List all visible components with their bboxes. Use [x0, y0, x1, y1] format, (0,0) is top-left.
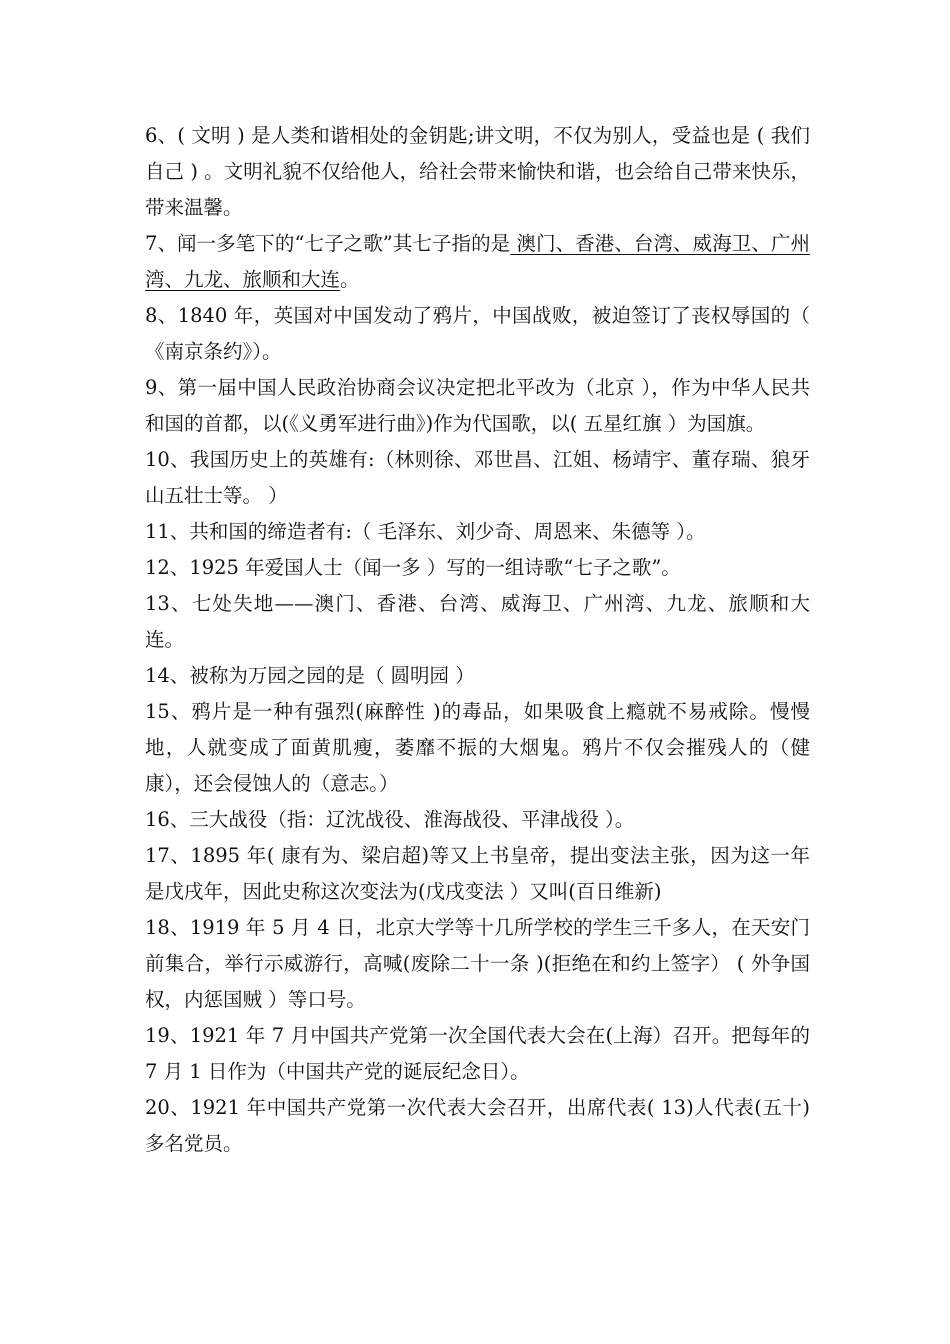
question-number: 19、 — [145, 1024, 190, 1047]
document-page — [145, 118, 810, 1162]
question-13 — [145, 586, 810, 658]
question-number: 20、 — [145, 1096, 191, 1119]
question-number: 16、 — [145, 808, 190, 831]
question-number: 17、 — [145, 844, 191, 867]
question-number: 13、 — [145, 592, 192, 615]
question-number: 9、 — [145, 376, 178, 399]
question-20 — [145, 1090, 810, 1162]
question-text: 鸦片是一种有强烈(麻醉性 )的毒品，如果吸食上瘾就不易戒除。慢慢地，人就变成了面黄肌瘦，萎靡不振的大烟鬼。鸦片不仅会摧残人的（健康），还会侵蚀人的（意志。） — [145, 700, 810, 795]
question-text: 1921 年中国共产党第一次代表大会召开，出席代表( 13)人代表(五十) 多名党员。 — [145, 1096, 810, 1155]
question-number: 12、 — [145, 556, 190, 579]
question-text: 七处失地——澳门、香港、台湾、威海卫、广州湾、九龙、旅顺和大连。 — [145, 592, 810, 651]
question-text: 1925 年爱国人士（闻一多 ）写的一组诗歌“七子之歌”。 — [189, 556, 681, 579]
question-8 — [145, 298, 810, 370]
question-number: 11、 — [145, 520, 190, 543]
question-text: 1919 年 5 月 4 日，北京大学等十几所学校的学生三千多人，在天安门前集合，举行示威游行，高喊(废除二十一条 )(拒绝在和约上签字） ( 外争国权，内惩国贼 ）等口号。 — [145, 916, 810, 1011]
question-number: 18、 — [145, 916, 190, 939]
question-6 — [145, 118, 810, 226]
question-number: 10、 — [145, 448, 190, 471]
question-11 — [145, 514, 810, 550]
question-text: 1921 年 7 月中国共产党第一次全国代表大会在(上海）召开。把每年的 7 月 1 日作为（中国共产党的诞辰纪念日）。 — [145, 1024, 810, 1083]
question-number: 15、 — [145, 700, 192, 723]
question-text: 1840 年，英国对中国发动了鸦片，中国战败，被迫签订了丧权辱国的（ 《南京条约》）。 — [145, 304, 810, 363]
underlined-answer: 澳门、香港、台湾、威海卫、广州湾、九龙、旅顺和大连 — [145, 232, 810, 291]
question-14 — [145, 658, 810, 694]
question-number: 6、 — [145, 124, 178, 147]
question-9 — [145, 370, 810, 442]
question-text: 共和国的缔造者有:（ 毛泽东、刘少奇、周恩来、朱德等 ）。 — [189, 520, 706, 543]
question-18 — [145, 910, 810, 1018]
question-number: 7、 — [145, 232, 178, 255]
question-text: 被称为万园之园的是（ 圆明园 ） — [189, 664, 475, 687]
question-text-end: 。 — [340, 268, 360, 291]
question-17 — [145, 838, 810, 910]
question-15 — [145, 694, 810, 802]
question-7 — [145, 226, 810, 298]
question-number: 14、 — [145, 664, 190, 687]
question-number: 8、 — [145, 304, 178, 327]
question-text: 三大战役（指：辽沈战役、淮海战役、平津战役 ）。 — [189, 808, 635, 831]
question-16 — [145, 802, 810, 838]
question-text: 1895 年( 康有为、梁启超)等又上书皇帝，提出变法主张，因为这一年是戊戌年，因此史称这次变法为(戊戌变法 ）又叫(百日维新) — [145, 844, 810, 903]
question-12 — [145, 550, 810, 586]
question-10 — [145, 442, 810, 514]
question-text: ( 文明 ) 是人类和谐相处的金钥匙;讲文明，不仅为别人，受益也是 ( 我们自己 ) 。文明礼貌不仅给他人，给社会带来愉快和谐，也会给自己带来快乐，带来温馨。 — [145, 124, 810, 219]
question-text: 我国历史上的英雄有:（林则徐、邓世昌、江姐、杨靖宇、董存瑞、狼牙山五壮士等。 ） — [145, 448, 810, 507]
question-19 — [145, 1018, 810, 1090]
question-text: 第一届中国人民政治协商会议决定把北平改为（北京 ），作为中华人民共和国的首都，以(《义勇军进行曲》)作为代国歌，以( 五星红旗 ）为国旗。 — [145, 376, 810, 435]
question-text: 闻一多笔下的“七子之歌”其七子指的是 — [177, 232, 511, 255]
